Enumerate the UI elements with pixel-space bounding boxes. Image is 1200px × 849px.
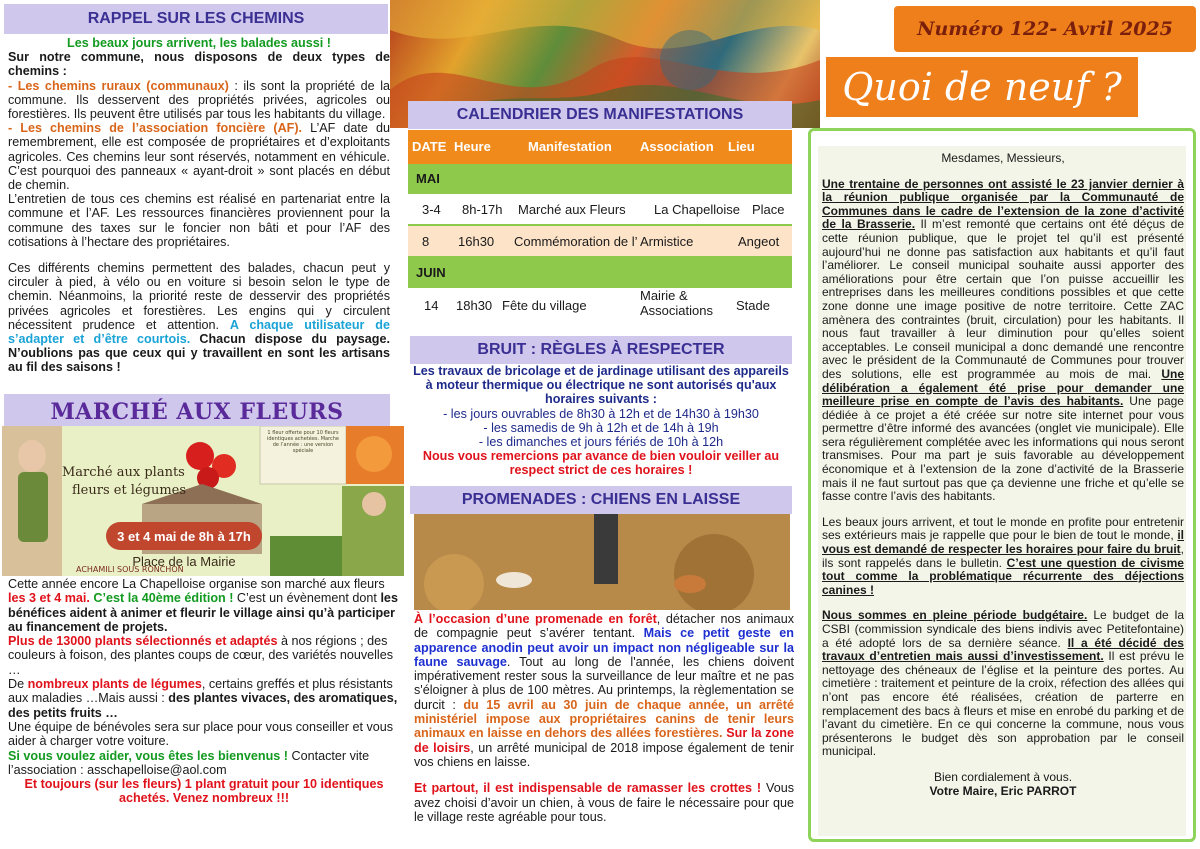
- rappel-balades-text: Ces différents chemins permettent des balades, chacun peut y circuler à pied, à vélo ou en voiture si besoin selon le type de chemin. Néanmoins, la priorité reste de desservir des propriétés privées agricoles et forestières. Les engins qui y circulent nécessitent prudence et attention.: [8, 261, 390, 332]
- edito-p1-b: Une page dédiée à ce projet a été créée sur notre site internet pour vous permettre d’être informé des avancées (onglet vie municipale). Elle sera régulièrement complétée avec les informations qui nous seront transmises. Pour ma part je suis favorable au développement économique et à l’extension de la zone d’activité de la Brasserie mais il ne faut surtout pas que ça devienne une friche et qu’elle se fasse contre l’avis des habitants.: [822, 394, 1184, 504]
- edito-greeting: Mesdames, Messieurs,: [941, 151, 1065, 165]
- cell-lieu: Stade: [736, 298, 770, 313]
- marche-p3-b: , certains greffés et plus résistants aux maladies …Mais aussi :: [8, 677, 393, 706]
- calendrier-title: CALENDRIER DES MANIFESTATIONS: [408, 101, 792, 129]
- dog-icon: [496, 572, 532, 588]
- dog-icon: [674, 575, 706, 593]
- cell-date: 8: [422, 234, 430, 249]
- marche-p1-b: C’est un évènement dont: [233, 591, 381, 606]
- cell-heure: 8h-17h: [462, 202, 503, 217]
- marche-p2-a: à nos régions ; des couleurs à foison, des plantes coups de cœur, des variétés nouvelles …: [8, 634, 394, 677]
- prom-p1-orange: du 15 avril au 30 juin de chaque année, un arrêté ministériel impose aux propriétaires canins de tenir leurs animaux en laisse en dehors des allées forestières.: [414, 697, 794, 741]
- marche-p1-bold: les bénéfices aident à animer et fleurir le village ainsi qu’à participer au financement de projets.: [8, 591, 398, 634]
- edito-p2-bold2: C’est une question de civisme tout comme la problématique récurrente des déjections canines !: [822, 555, 1184, 597]
- marche-p2: [8, 634, 400, 677]
- walker-legs-icon: [594, 514, 618, 584]
- prom-p1-red2: Sur la zone de loisirs: [414, 726, 794, 755]
- marche-p3: [8, 677, 400, 720]
- table-row: [408, 226, 792, 258]
- marche-poster-art: [2, 426, 404, 576]
- cell-manif: Fête du village: [502, 298, 587, 313]
- bruit-line-2: - les samedis de 9h à 12h et de 14h à 19h: [483, 420, 719, 435]
- marche-p5: [8, 749, 400, 778]
- cell-manif: Marché aux Fleurs: [518, 202, 626, 217]
- bruit-line-1: - les jours ouvrables de 8h30 à 12h et de 14h30 à 19h30: [443, 406, 759, 421]
- issue-number: Numéro 122- Avril 2025: [894, 6, 1196, 52]
- marche-body: [8, 577, 400, 806]
- promenades-photo: [414, 514, 790, 610]
- cell-lieu: Place: [752, 202, 785, 217]
- tomato-icon: [186, 442, 214, 470]
- gardener-woman-icon: [18, 440, 46, 472]
- edito-p3-a: Le budget de la CSBI (commission syndicale des biens indivis avec Petitefontaine) a été adopté lors de sa dernière séance.: [822, 608, 1185, 650]
- cell-lieu: Angeot: [738, 234, 780, 249]
- rappel-af: [8, 121, 390, 192]
- marche-p4: Une équipe de bénévoles sera sur place pour vous conseiller et vous aider à charger votre voiture.: [8, 719, 394, 749]
- cell-heure: 18h30: [456, 298, 493, 313]
- prom-p1-blue: Mais ce petit geste en apparence anodin peut avoir un impact non négligeable sur la faune sauvage: [414, 626, 794, 669]
- cell-date: 3-4: [422, 202, 441, 217]
- table-row: [408, 194, 792, 226]
- cell-manif: Commémoration de l’ Armistice: [514, 234, 694, 249]
- edito-signature: Votre Maire, Eric PARROT: [929, 783, 1077, 798]
- prom-p1-b: . Tout au long de l'année, les chiens doivent impérativement rester sous la surveillance de leur maître et ne pas s'éloigner à plus de 100 mètres. Au printemps, la règlementation se durcit :: [414, 654, 794, 712]
- rappel-intro-green: Les beaux jours arrivent, les balades aussi !: [67, 36, 331, 50]
- edito-p2: [822, 516, 1184, 598]
- edito-p1: [822, 178, 1184, 504]
- rappel-ruraux-label: - Les chemins ruraux (communaux): [8, 78, 229, 93]
- promenades-title: PROMENADES : CHIENS EN LAISSE: [410, 486, 792, 514]
- marche-p1-red: les 3 et 4 mai.: [8, 591, 90, 606]
- rappel-ruraux-text: : ils sont la propriété de la commune. Ils desservent des propriétés privées, agricoles ou forestières. Ils peuvent être utilisés par tous les habitants du village.: [8, 78, 390, 122]
- rappel-ruraux: [8, 79, 390, 122]
- edito-closing: Bien cordialement à vous.: [933, 769, 1073, 784]
- rappel-entretien: L’entretien de tous ces chemins est réalisé en partenariat entre la commune et l’AF. Les ressources financières proviennent pour la commune des taxes sur le foncier non bâti et pour l’AF des cotisations à l’hectare des propriétaires.: [8, 192, 390, 249]
- poster-place: Place de la Mairie: [132, 554, 236, 569]
- cell-heure: 16h30: [458, 234, 495, 249]
- marche-p5-a: Contacter vite l’association : asschapelloise@aol.com: [8, 748, 370, 777]
- prom-p1-red: À l’occasion d’une promenade en forêt: [414, 612, 657, 626]
- edito-p2-b: , ils sont rappelés dans le bulletin.: [822, 542, 1184, 570]
- bruit-title: BRUIT : RÈGLES À RESPECTER: [410, 336, 792, 364]
- poster-headline-1: Marché aux plants: [62, 465, 185, 480]
- marche-p3-a: De: [8, 677, 28, 692]
- edito-p1-bold: Une trentaine de personnes ont assisté le 23 janvier dernier à la réunion publique organisée par la Communauté de Communes dans le cadre de l’extension de la zone d’activité de la Brasserie.: [822, 176, 1184, 232]
- bruit-outro: Nous vous remercions par avance de bien vouloir veiller au respect strict de ces horaires !: [422, 449, 780, 478]
- calendrier-table: [408, 130, 792, 324]
- rappel-intro-bold: Sur notre commune, nous disposons de deux types de chemins :: [8, 50, 390, 79]
- marche-p5-green: Si vous voulez aider, vous êtes les bienvenus !: [8, 748, 288, 763]
- col-header-heure: Heure: [454, 139, 491, 154]
- marche-p1-a: Cette année encore La Chapelloise organise son marché aux fleurs: [8, 577, 385, 591]
- edito-p1-bold2: Une délibération a également été prise pour demander une meilleure prise en compte de l’avis des habitants.: [822, 366, 1184, 409]
- prom-p2: [414, 781, 794, 824]
- rappel-balades-bold: Chacun dispose du paysage. N’oublions pas que ceux qui y travaillent en sont les artisans au fil des saisons !: [8, 332, 390, 375]
- edito-p3-b: Il est prévu le nettoyage des chéneaux de l’église et la peinture des portes. Au cimetière : traitement et peinture de la croix, réfection des allées qui n’ont pas encore été réalisées, création de parterre en remplacement des bacs à fleurs et mise en enrobé du parking et de l’avant du cimetière. En ce qui concerne la commune, nous vous présenterons le budget dès son approbation par le conseil municipal.: [822, 649, 1184, 759]
- calendrier-header-row: [408, 130, 792, 164]
- rappel-af-text: L’AF date du remembrement, elle est composée de propriétaires et d’exploitants agricoles. Ces chemins leur sont réservés, notamment en véhicule. C’est pourquoi des panneaux « ayant-droit » sont placés en début de chemin.: [8, 121, 390, 193]
- edito-p3-bold2: Il a été décidé des travaux d’entretien mais aussi d’investissement.: [822, 635, 1184, 664]
- marche-p1-green: C’est la 40ème édition !: [89, 591, 234, 606]
- col-header-manif: Manifestation: [528, 139, 612, 154]
- cell-date: 14: [424, 298, 439, 313]
- prom-p2-a: Vous avez choisi d’avoir un chien, à vous de faire le nécessaire pour que le village reste agréable pour tous.: [414, 781, 794, 824]
- prom-p2-red: Et partout, il est indispensable de ramasser les crottes !: [414, 781, 762, 796]
- bruit-intro: Les travaux de bricolage et de jardinage utilisant des appareils à moteur thermique ou électrique ne sont autorisés qu'aux horaires suivants :: [413, 364, 789, 407]
- marche-p3-bold: des plantes vivaces, des aromatiques, des petits fruits …: [8, 691, 398, 720]
- calendrier-month-mai: MAI: [408, 164, 792, 194]
- bruit-line-3: - les dimanches et jours fériés de 10h à 12h: [478, 435, 724, 450]
- edito-p2-a: Les beaux jours arrivent, et tout le monde en profite pour entretenir ses extérieurs mais je rappelle que pour le bien de tout le monde,: [822, 514, 1184, 543]
- dog-walk-photo: [414, 514, 790, 610]
- poster-dates: 3 et 4 mai de 8h à 17h: [117, 529, 251, 544]
- rappel-af-label: - Les chemins de l’association foncière (AF).: [8, 121, 303, 136]
- edito-p3-bold: Nous sommes en pleine période budgétaire.: [822, 608, 1088, 623]
- marche-p6: Et toujours (sur les fleurs) 1 plant gratuit pour 10 identiques achetés. Venez nombreux !!!: [24, 777, 384, 806]
- table-row: [408, 288, 792, 324]
- marche-p1: [8, 577, 400, 634]
- edito-p3: [822, 609, 1184, 759]
- calendrier-month-juin: JUIN: [408, 258, 792, 288]
- rappel-balades-blue: A chaque utilisateur de s’adapter et d’être courtois.: [8, 317, 390, 347]
- cell-asso: La Chapelloise: [654, 202, 741, 217]
- poster-note: 1 fleur offerte pour 10 fleurs identiques achetées. Marche de l’année : une version spéciale: [266, 430, 340, 454]
- promenades-body: [414, 612, 794, 824]
- col-header-date: DATE: [412, 139, 447, 154]
- prom-p1-a: , détacher nos animaux de compagnie peut s’avérer tentant.: [414, 612, 794, 641]
- col-header-lieu: Lieu: [728, 139, 755, 154]
- marche-poster: [2, 426, 404, 576]
- rappel-body: [8, 36, 390, 375]
- prom-p1-c: , un arrêté municipal de 2018 impose également de tenir vos chiens en laisse.: [414, 740, 794, 769]
- rappel-balades: [8, 261, 390, 375]
- newsletter-title: Quoi de neuf ?: [826, 57, 1138, 117]
- rappel-title: RAPPEL SUR LES CHEMINS: [4, 4, 388, 34]
- edito-p2-bold: il vous est demandé de respecter les horaires pour faire du bruit: [822, 528, 1184, 557]
- edito-body: [822, 152, 1184, 798]
- marche-title: MARCHÉ AUX FLEURS: [4, 394, 390, 430]
- bruit-body: [408, 364, 794, 478]
- poster-headline-2: fleurs et légumes: [72, 483, 187, 498]
- marche-p3-red: nombreux plants de légumes: [27, 677, 202, 692]
- col-header-asso: Association: [640, 139, 714, 154]
- cell-asso-line1: Mairie &: [640, 288, 688, 303]
- marche-p2-red: Plus de 13000 plants sélectionnés et adaptés: [8, 634, 278, 649]
- edito-p1-a: Il m’est remonté que certains ont été déçus de cette réunion publique, que le projet tel qu’il est présenté aujourd’hui ne donne pas satisfaction aux habitants et qu’il faut l’améliorer. Le conseil municipal souhaite aussi apporter des améliorations pour être certain que l’on puisse accueillir les entreprises dans les meilleures conditions possibles et que cette zone donne une image positive de notre territoire. Cette ZAC amènera des contraintes (bruit, circulation) pour les habitants. Il nous faut travailler à leur diminution pour qu’elles soient acceptables. Le conseil municipal a donc demandé une rencontre avec le président de la Communauté de Communes pour trouver des solutions, elle est programmée au mois de mai.: [822, 217, 1185, 381]
- prom-p1: [414, 612, 794, 769]
- cell-asso-line2: Associations: [640, 303, 713, 318]
- poster-town: ACHAMILI SOUS RONCHON: [76, 565, 184, 574]
